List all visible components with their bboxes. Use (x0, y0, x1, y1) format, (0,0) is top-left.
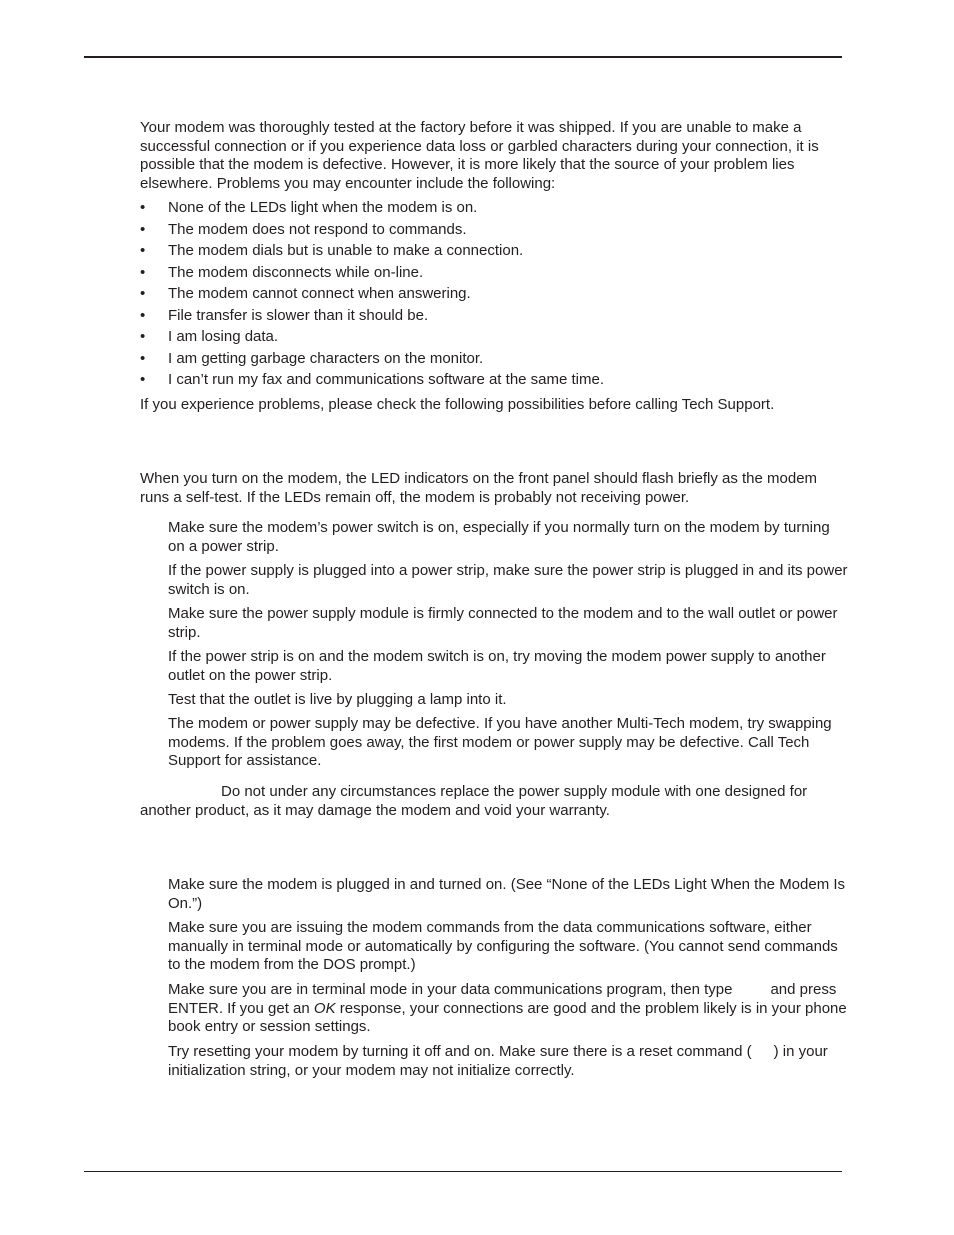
bullet-icon: • (140, 285, 146, 302)
leds-step-6: The modem or power supply may be defective. If you have another Multi-Tech modem, try swapping modems. If the problem goes away, the first modem or power supply may be defective. Call Tech Support for assistance. (168, 715, 832, 770)
commands-step-3 (168, 981, 848, 1037)
bullet-icon: • (140, 306, 146, 324)
top-rule (84, 56, 842, 58)
leds-step-1: Make sure the modem’s power switch is on, especially if you normally turn on the modem by turning on a power strip. (168, 519, 830, 555)
warning-paragraph: Do not under any circumstances replace the power supply module with one designed for another product, as it may damage the modem and void your warranty. (140, 783, 808, 819)
ok-response-text: OK (313, 999, 336, 1017)
step3-text-b: and press ENTER. If you get an (168, 981, 837, 1017)
bullet-icon: • (140, 263, 146, 281)
bullet-icon: • (140, 220, 146, 238)
commands-step-4 (168, 1043, 848, 1080)
list-item (140, 350, 840, 372)
step4-text-b: ) in your initialization string, or your modem may not initialize correctly. (168, 1043, 828, 1079)
list-item (140, 242, 840, 264)
problem-text: The modem cannot connect when answering. (168, 285, 471, 302)
bullet-icon: • (140, 349, 146, 367)
intro-paragraph: Your modem was thoroughly tested at the factory before it was shipped. If you are unable to make a successful connection or if you experience data loss or garbled characters during your connection, it is possible that the modem is defective. However, it is more likely that the source of your problem lies elsewhere. Problems you may encounter include the following: (140, 119, 819, 192)
leds-step-5: Test that the outlet is live by plugging a lamp into it. (168, 691, 507, 708)
step4-text-a: Try resetting your modem by turning it off and on. Make sure there is a reset command ( (168, 1043, 752, 1060)
bullet-icon: • (140, 371, 146, 388)
leds-step-3: Make sure the power supply module is firmly connected to the modem and to the wall outlet or power strip. (168, 605, 838, 641)
closing-paragraph: If you experience problems, please check the following possibilities before calling Tech Support. (140, 396, 775, 413)
list-item (140, 199, 840, 221)
problem-text: File transfer is slower than it should be. (168, 306, 429, 324)
problem-text: I can’t run my fax and communications software at the same time. (168, 371, 605, 388)
leds-step-2: If the power supply is plugged into a power strip, make sure the power strip is plugged in and its power switch is on. (168, 562, 848, 598)
problem-text: The modem does not respond to commands. (168, 220, 467, 238)
bullet-icon: • (140, 199, 146, 216)
commands-step-1: Make sure the modem is plugged in and turned on. (See “None of the LEDs Light When the Modem Is On.”) (168, 876, 846, 912)
leds-step-4: If the power strip is on and the modem switch is on, try moving the modem power supply to another outlet on the power strip. (168, 648, 826, 684)
problem-text: The modem disconnects while on-line. (168, 263, 424, 281)
bullet-icon: • (140, 328, 146, 345)
leds-intro-paragraph: When you turn on the modem, the LED indicators on the front panel should flash briefly as the modem runs a self-test. If the LEDs remain off, the modem is probably not receiving power. (140, 470, 818, 506)
list-item (140, 285, 840, 307)
step3-text-a: Make sure you are in terminal mode in your data communications program, then type (168, 981, 733, 998)
list-item (140, 371, 840, 393)
list-item (140, 307, 840, 329)
problem-text: None of the LEDs light when the modem is on. (168, 199, 478, 216)
commands-step-2: Make sure you are issuing the modem commands from the data communications software, either manually in terminal mode or automatically by configuring the software. (You cannot send commands to the modem from the DOS prompt.) (168, 919, 838, 974)
list-item (140, 328, 840, 350)
problem-text: The modem dials but is unable to make a connection. (168, 242, 524, 259)
list-item (140, 221, 840, 243)
bottom-rule (84, 1171, 842, 1172)
problem-list (140, 199, 840, 393)
problem-text: I am losing data. (168, 328, 279, 345)
step3-text-c: response, your connections are good and the problem likely is in your phone book entry or session settings. (168, 999, 847, 1036)
bullet-icon: • (140, 242, 146, 259)
list-item (140, 264, 840, 286)
problem-text: I am getting garbage characters on the monitor. (168, 349, 484, 367)
